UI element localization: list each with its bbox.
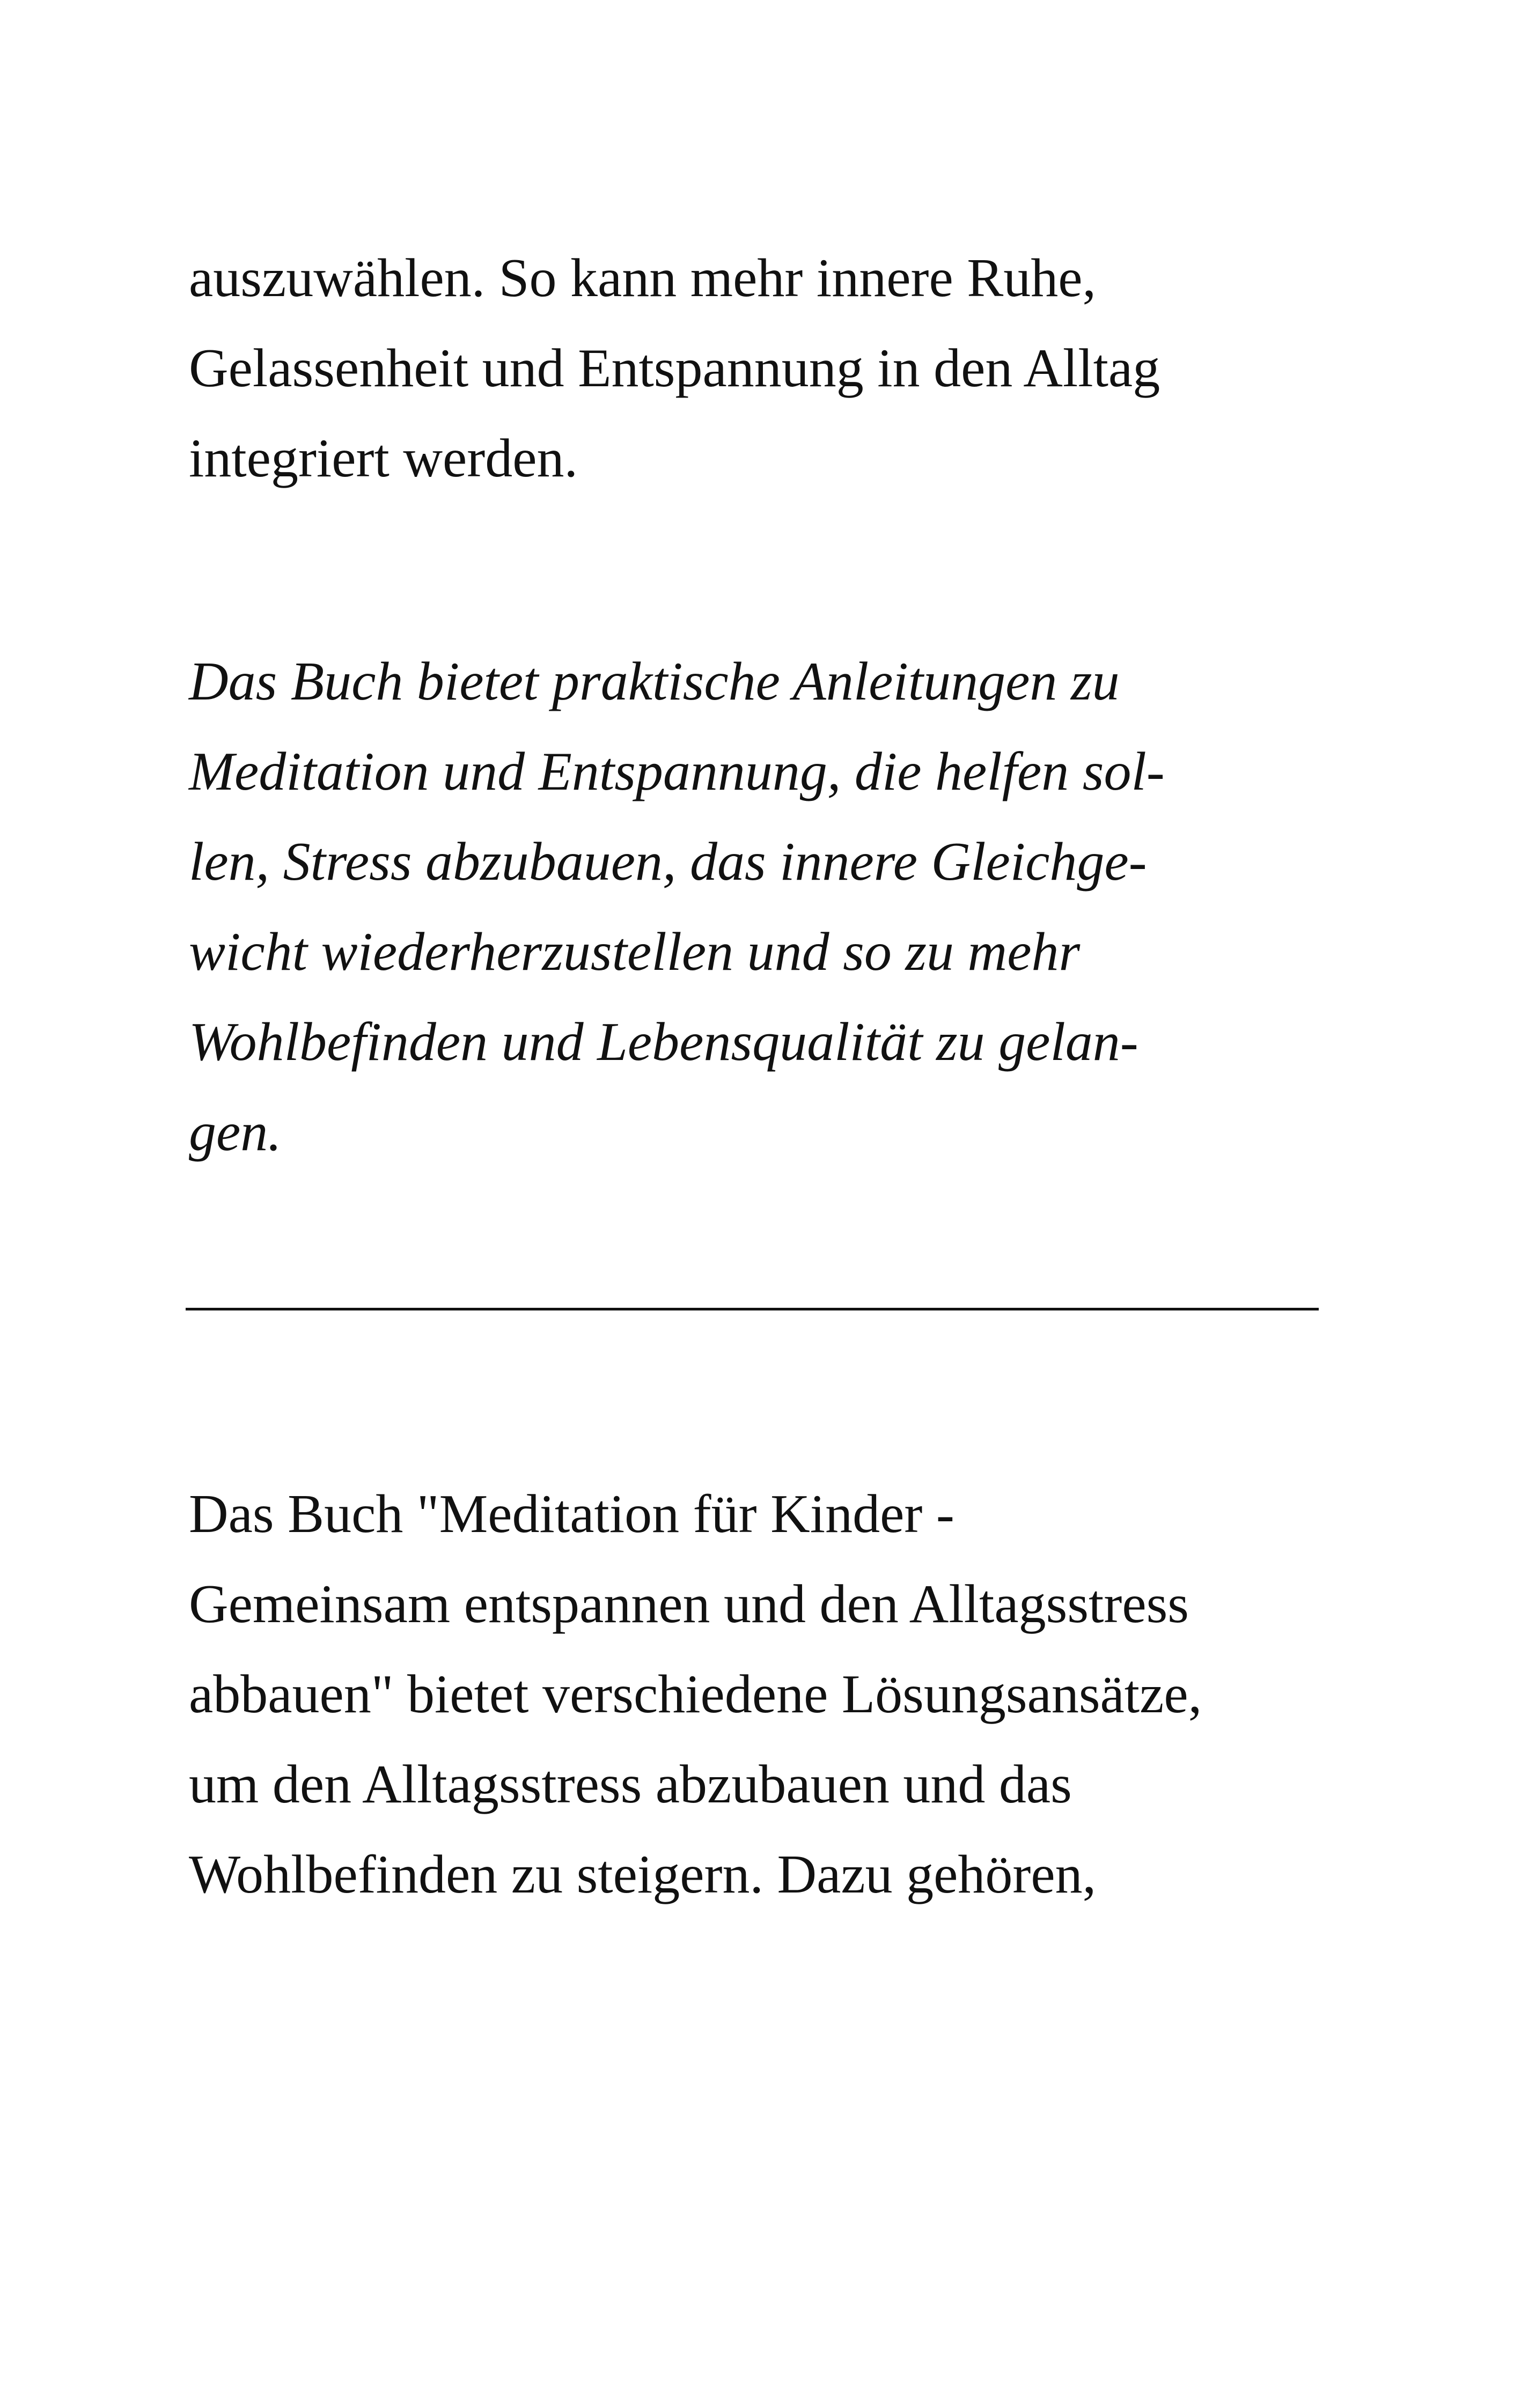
paragraph-3-line: um den Alltagsstress abzubauen und das — [189, 1754, 1072, 1815]
paragraph-1-line: Gelassenheit und Entspannung in den Alltag — [189, 338, 1160, 399]
paragraph-1-line: auszuwählen. So kann mehr innere Ruhe, — [189, 248, 1097, 308]
paragraph-2-line: Wohlbefinden und Lebensqualität zu gelan- — [189, 1012, 1138, 1072]
paragraph-2-line: Das Buch bietet praktische Anleitungen zu — [189, 651, 1120, 712]
paragraph-2-line: len, Stress abzubauen, das innere Gleichge- — [189, 831, 1147, 892]
paragraph-3-line: Gemeinsam entspannen und den Alltagsstress — [189, 1574, 1189, 1634]
section-divider — [186, 1308, 1319, 1310]
paragraph-2-line: wicht wiederherzustellen und so zu mehr — [189, 922, 1081, 982]
paragraph-1-line: integriert werden. — [189, 428, 578, 489]
paragraph-3-line: Das Buch "Meditation für Kinder - — [189, 1484, 954, 1544]
paragraph-2-line: gen. — [189, 1102, 282, 1162]
paragraph-3-line: abbauen" bietet verschiedene Lösungsansätze, — [189, 1664, 1202, 1725]
paragraph-3-line: Wohlbefinden zu steigern. Dazu gehören, — [189, 1844, 1097, 1905]
paragraph-2-line: Meditation und Entspannung, die helfen sol- — [189, 741, 1165, 802]
